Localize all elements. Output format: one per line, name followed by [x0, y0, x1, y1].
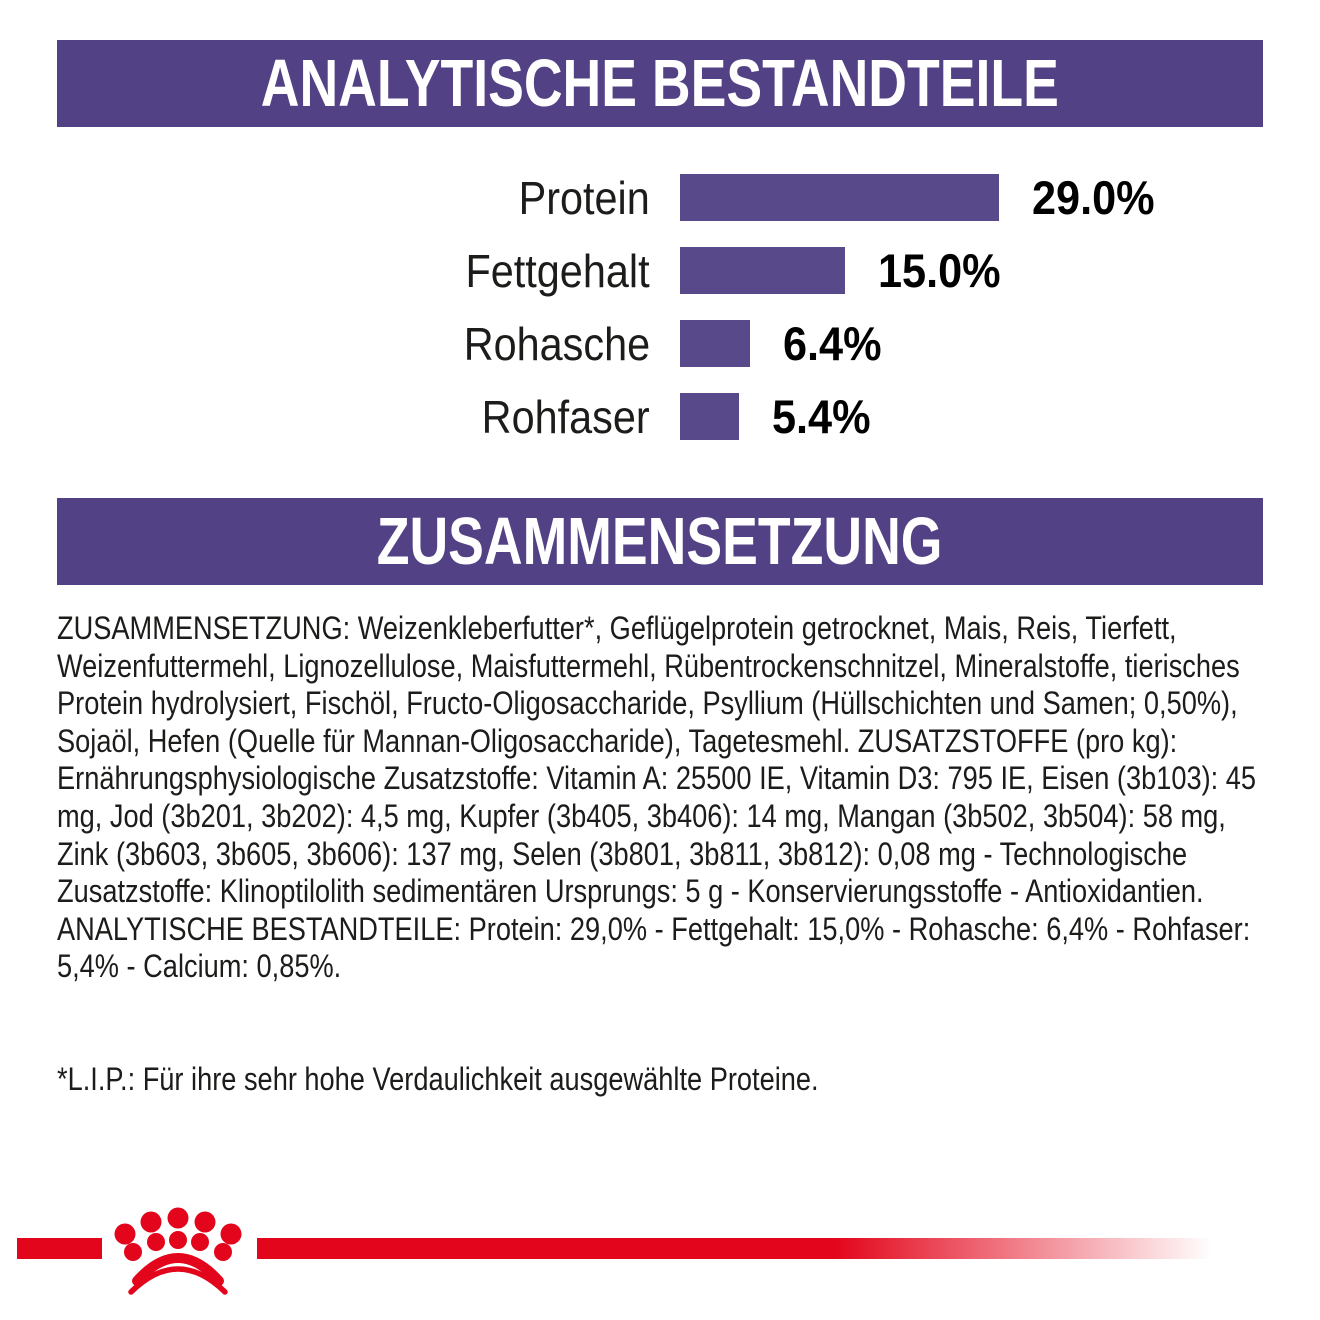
chart-category-label-box	[0, 171, 650, 224]
chart-category-label-box	[0, 390, 650, 443]
lip-footnote: *L.I.P.: Für ihre sehr hohe Verdaulichkeit ausgewählte Proteine.	[57, 1061, 819, 1097]
chart-category-label-rohfaser: Rohfaser	[482, 390, 650, 443]
rohasche-value-text: 6.4%	[783, 317, 882, 370]
rohfaser-bar	[680, 393, 739, 440]
chart-category-label-box	[0, 317, 650, 370]
chart-row-protein	[0, 171, 1320, 224]
fettgehalt-value-text: 15.0%	[878, 244, 1001, 297]
chart-category-label-rohasche: Rohasche	[463, 317, 650, 370]
protein-value-text: 29.0%	[1032, 171, 1155, 224]
chart-category-label-box	[0, 244, 650, 297]
protein-value-label	[1032, 171, 1165, 224]
composition-section-title: ZUSAMMENSETZUNG	[377, 504, 943, 579]
rohasche-bar	[680, 320, 750, 367]
chart-row-fettgehalt	[0, 244, 1320, 297]
composition-text: ZUSAMMENSETZUNG: Weizenkleberfutter*, Geflügelprotein getrocknet, Mais, Reis, Tierfett, Weizenfuttermehl, Lignozellulose, Maisfuttermehl, Rübentrockenschnitzel, Mineralstoffe, tierisches Protein hydrolysiert, Fischöl, Fructo-Oligosaccharide, Psyllium (Hüllschichten und Samen; 0,50%), Sojaöl, Hefen (Quelle für Mannan-Oligosaccharide), Tagetesmehl. ZUSATZSTOFFE (pro kg): Ernährungsphysiologische Zusatzstoffe: Vitamin A: 25500 IE, Vitamin D3: 795 IE, Eisen (3b103): 45 mg, Jod (3b201, 3b202): 4,5 mg, Kupfer (3b405, 3b406): 14 mg, Mangan (3b502, 3b504): 58 mg, Zink (3b603, 3b605, 3b606): 137 mg, Selen (3b801, 3b811, 3b812): 0,08 mg - Technologische Zusatzstoffe: Klinoptilolith sedimentären Ursprungs: 5 g - Konservierungsstoffe - Antioxidantien. ANALYTISCHE BESTANDTEILE: Protein: 29,0% - Fettgehalt: 15,0% - Rohasche: 6,4% - Rohfaser: 5,4% - Calcium: 0,85%.	[57, 610, 1257, 985]
protein-bar	[680, 174, 999, 221]
analytical-section-title: ANALYTISCHE BESTANDTEILE	[260, 46, 1060, 121]
rohfaser-value-label	[772, 390, 879, 443]
brand-stripe-left	[17, 1238, 102, 1259]
chart-row-rohasche	[0, 317, 1320, 370]
composition-section-header-band	[57, 498, 1263, 585]
rohasche-value-label	[783, 317, 890, 370]
fettgehalt-bar	[680, 247, 845, 294]
chart-row-rohfaser	[0, 390, 1320, 443]
chart-category-label-fettgehalt: Fettgehalt	[465, 244, 650, 297]
analytical-bar-chart	[0, 171, 1320, 466]
fettgehalt-value-label	[878, 244, 1011, 297]
royal-canin-crown-logo-icon	[100, 1199, 250, 1299]
analytical-section-header-band	[57, 40, 1263, 127]
chart-category-label-protein: Protein	[518, 171, 650, 224]
rohfaser-value-text: 5.4%	[772, 390, 871, 443]
brand-stripe-right	[257, 1238, 1252, 1259]
